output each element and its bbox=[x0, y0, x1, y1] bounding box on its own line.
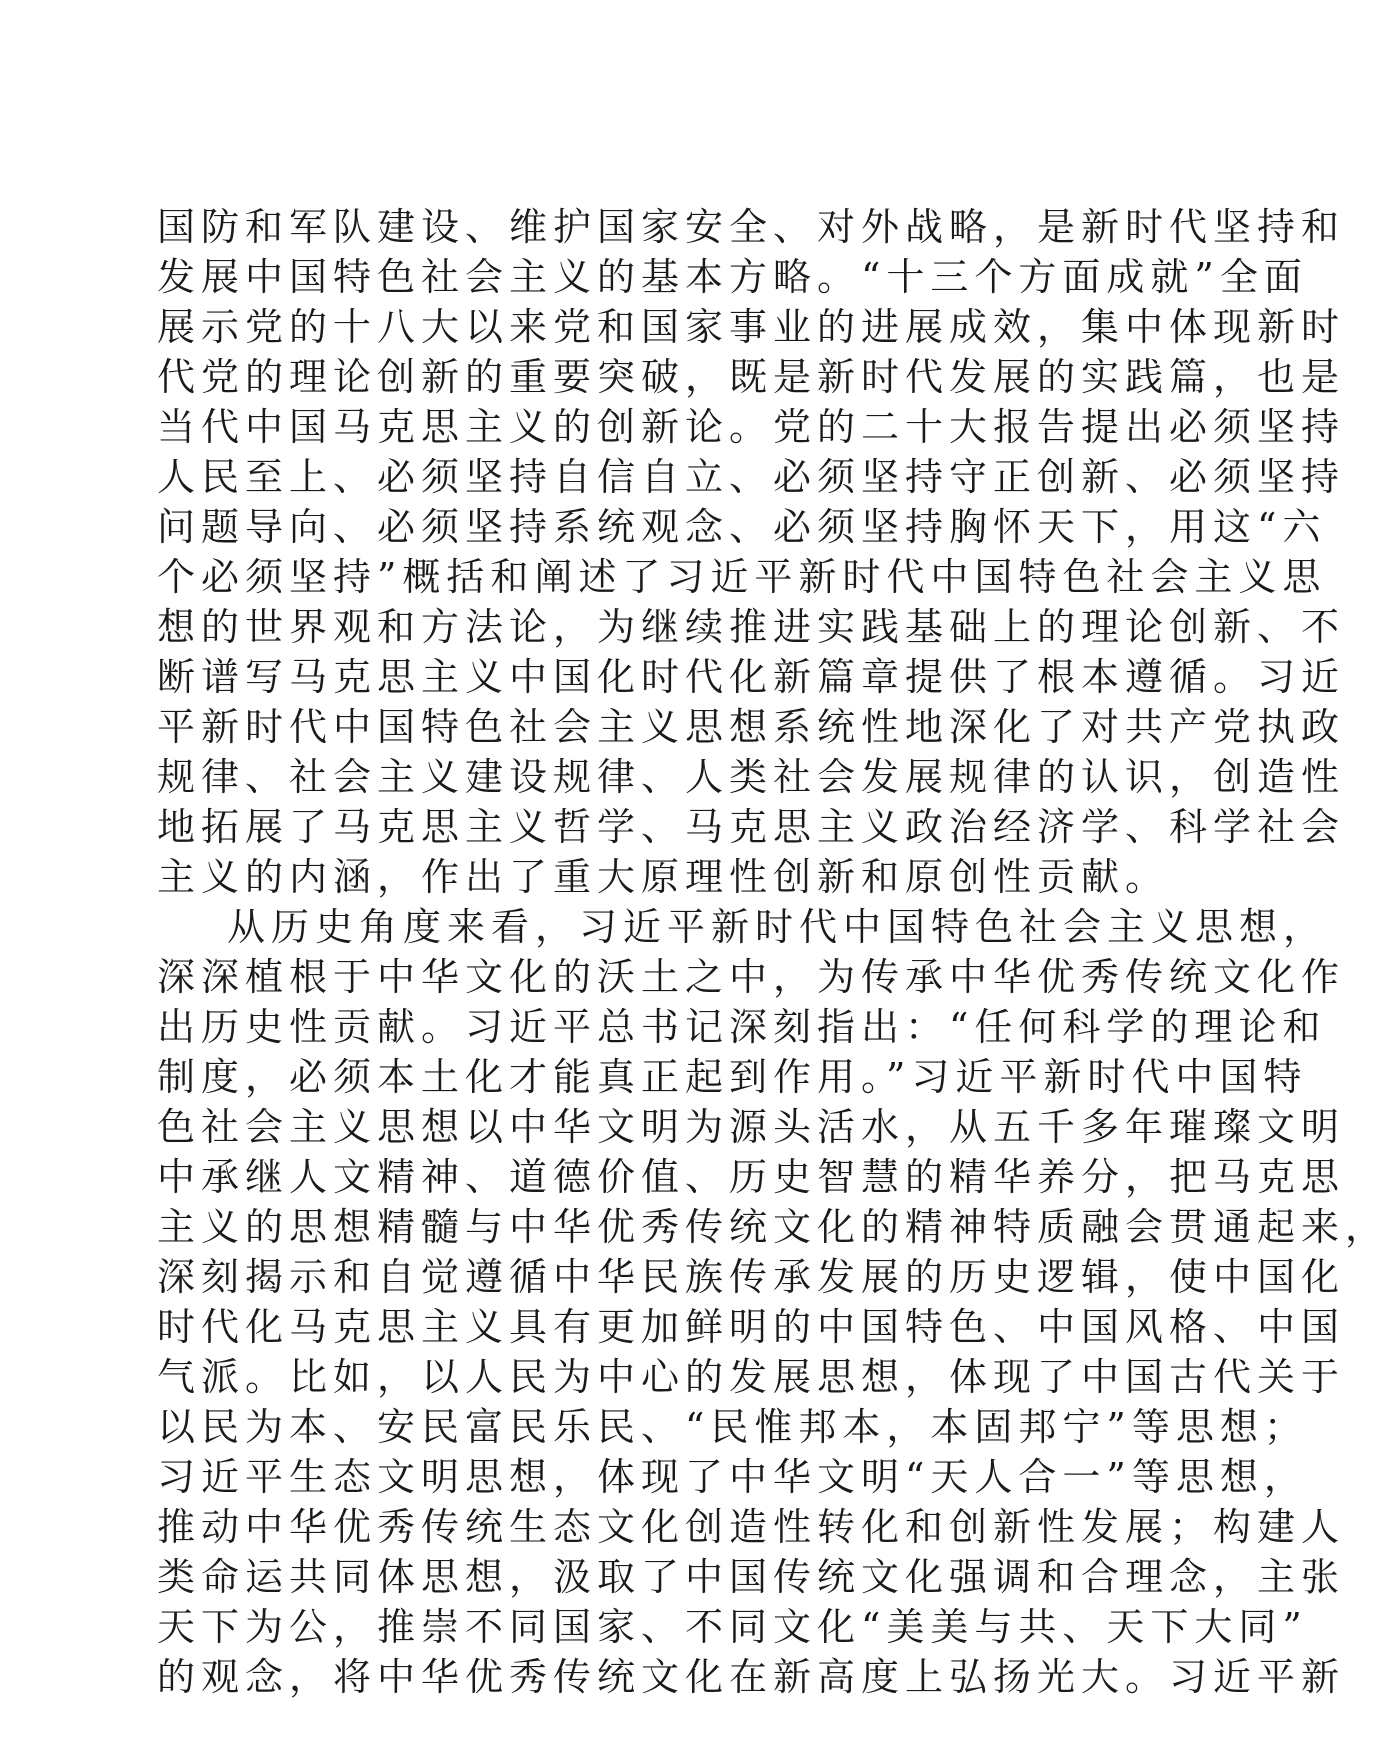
text-line: 断谱写马克思主义中国化时代化新篇章提供了根本遵循。习近 bbox=[157, 655, 1346, 699]
text-line: 个必须坚持”概括和阐述了习近平新时代中国特色社会主义思 bbox=[157, 555, 1327, 599]
text-line: 的观念，将中华优秀传统文化在新高度上弘扬光大。习近平新 bbox=[157, 1655, 1346, 1699]
text-line: 中承继人文精神、道德价值、历史智慧的精华养分，把马克思 bbox=[157, 1155, 1346, 1199]
text-line: 发展中国特色社会主义的基本方略。“十三个方面成就”全面 bbox=[157, 255, 1308, 299]
text-line: 平新时代中国特色社会主义思想系统性地深化了对共产党执政 bbox=[157, 705, 1346, 749]
text-line: 类命运共同体思想，汲取了中国传统文化强调和合理念，主张 bbox=[157, 1555, 1346, 1599]
text-line: 习近平生态文明思想，体现了中华文明“天人合一”等思想， bbox=[157, 1455, 1308, 1499]
text-line: 气派。比如，以人民为中心的发展思想，体现了中国古代关于 bbox=[157, 1355, 1346, 1399]
text-line: 人民至上、必须坚持自信自立、必须坚持守正创新、必须坚持 bbox=[157, 455, 1346, 499]
text-line: 主义的思想精髓与中华优秀传统文化的精神特质融会贯通起来， bbox=[157, 1205, 1389, 1249]
text-line: 地拓展了马克思主义哲学、马克思主义政治经济学、科学社会 bbox=[157, 805, 1346, 849]
text-line: 制度，必须本土化才能真正起到作用。”习近平新时代中国特 bbox=[157, 1055, 1308, 1099]
text-line: 展示党的十八大以来党和国家事业的进展成效，集中体现新时 bbox=[157, 305, 1346, 349]
text-line: 深刻揭示和自觉遵循中华民族传承发展的历史逻辑，使中国化 bbox=[157, 1255, 1346, 1299]
text-line: 天下为公，推崇不同国家、不同文化“美美与共、天下大同” bbox=[157, 1605, 1308, 1649]
text-line: 推动中华优秀传统生态文化创造性转化和创新性发展；构建人 bbox=[157, 1505, 1346, 1549]
text-line: 色社会主义思想以中华文明为源头活水，从五千多年璀璨文明 bbox=[157, 1105, 1346, 1149]
text-line: 国防和军队建设、维护国家安全、对外战略，是新时代坚持和 bbox=[157, 205, 1346, 249]
text-line: 问题导向、必须坚持系统观念、必须坚持胸怀天下，用这“六 bbox=[157, 505, 1327, 549]
paragraph-start-line: 从历史角度来看，习近平新时代中国特色社会主义思想， bbox=[227, 905, 1328, 949]
text-line: 想的世界观和方法论，为继续推进实践基础上的理论创新、不 bbox=[157, 605, 1346, 649]
text-line: 代党的理论创新的重要突破，既是新时代发展的实践篇，也是 bbox=[157, 355, 1346, 399]
text-line: 规律、社会主义建设规律、人类社会发展规律的认识，创造性 bbox=[157, 755, 1346, 799]
text-line: 出历史性贡献。习近平总书记深刻指出：“任何科学的理论和 bbox=[157, 1005, 1327, 1049]
text-line: 以民为本、安民富民乐民、“民惟邦本，本固邦宁”等思想； bbox=[157, 1405, 1308, 1449]
text-line: 深深植根于中华文化的沃土之中，为传承中华优秀传统文化作 bbox=[157, 955, 1346, 999]
text-line: 主义的内涵，作出了重大原理性创新和原创性贡献。 bbox=[157, 855, 1170, 899]
text-line: 当代中国马克思主义的创新论。党的二十大报告提出必须坚持 bbox=[157, 405, 1346, 449]
text-line: 时代化马克思主义具有更加鲜明的中国特色、中国风格、中国 bbox=[157, 1305, 1346, 1349]
body-text bbox=[157, 202, 1389, 1702]
